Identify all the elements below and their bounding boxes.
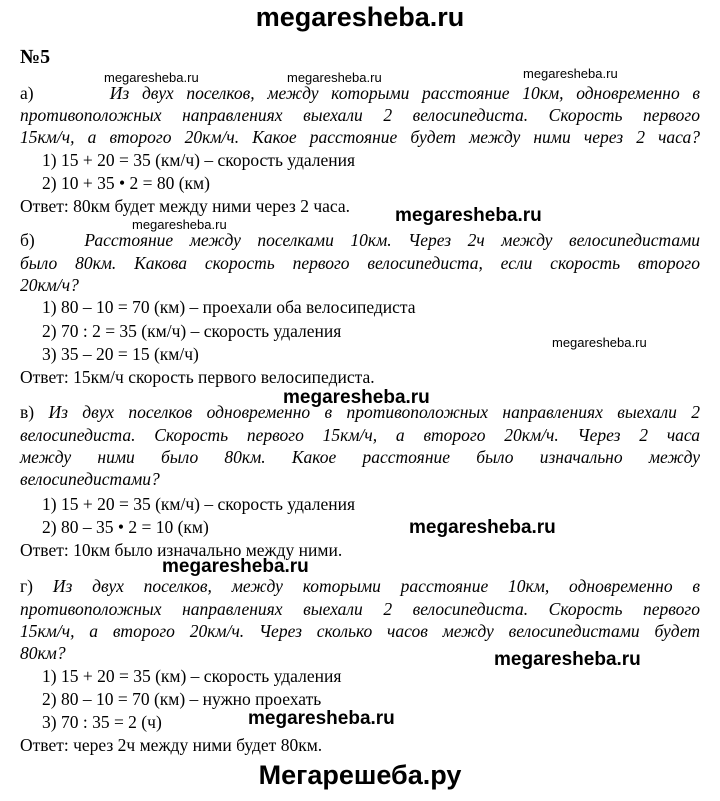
watermark: megaresheba.ru <box>523 66 618 81</box>
task-a-line-3: 15км/ч, а второго 20км/ч. Какое расстояние будет между ними через 2 часа? <box>20 127 700 147</box>
watermark: megaresheba.ru <box>552 335 647 350</box>
task-b-label: б) <box>20 230 35 250</box>
watermark-bold: megaresheba.ru <box>494 649 641 670</box>
site-footer-title: Мегарешеба.ру <box>258 760 462 790</box>
task-d-line-2: противоположных направлениях выехали 2 велосипедиста. Скорость первого <box>20 599 700 619</box>
task-c-step-2: 2) 80 – 35 • 2 = 10 (км) <box>42 517 209 537</box>
problem-number: №5 <box>20 46 51 68</box>
watermark-bold: megaresheba.ru <box>248 708 395 729</box>
task-a-answer: Ответ: 80км будет между ними через 2 часа. <box>20 196 351 216</box>
task-b-text: Расстояние между поселками 10км. Через 2ч между велосипедистами <box>84 230 701 250</box>
task-d-line-4: 80км? <box>20 643 66 663</box>
task-b-step-2: 2) 70 : 2 = 35 (км/ч) – скорость удаления <box>42 321 342 341</box>
watermark-bold: megaresheba.ru <box>395 205 542 226</box>
task-b-line-2: было 80км. Какова скорость первого велосипедиста, если скорость второго <box>20 253 700 273</box>
task-d-step-2: 2) 80 – 10 = 70 (км) – нужно проехать <box>42 689 322 709</box>
watermark: megaresheba.ru <box>104 70 199 85</box>
task-d-line-3: 15км/ч, а второго 20км/ч. Через сколько часов между велосипедистами будет <box>20 621 700 641</box>
task-c-line-2: велосипедиста. Скорость первого 15км/ч, а второго 20км/ч. Через 2 часа <box>20 425 700 445</box>
task-d-answer: Ответ: через 2ч между ними будет 80км. <box>20 735 323 755</box>
site-header-title: megaresheba.ru <box>255 2 465 32</box>
task-a-line-1 <box>20 82 700 104</box>
task-a-line-2: противоположных направлениях выехали 2 велосипедиста. Скорость первого <box>20 105 700 125</box>
task-b-answer: Ответ: 15км/ч скорость первого велосипедиста. <box>20 367 375 387</box>
task-c-line-3: между ними было 80км. Какое расстояние было изначально между <box>20 447 700 467</box>
task-a-label: а) <box>20 83 34 103</box>
watermark-bold: megaresheba.ru <box>283 387 430 408</box>
task-a-step-2: 2) 10 + 35 • 2 = 80 (км) <box>42 173 210 193</box>
task-d-text: Из двух поселков, между которыми расстояние 10км, одновременно в <box>52 576 700 596</box>
task-a-text: Из двух поселков, между которыми расстояние 10км, одновременно в <box>109 83 701 103</box>
task-a-step-1: 1) 15 + 20 = 35 (км/ч) – скорость удаления <box>42 150 356 170</box>
task-c-line-4: велосипедистами? <box>20 469 160 489</box>
task-c-label: в) <box>20 402 35 422</box>
watermark: megaresheba.ru <box>132 217 227 232</box>
task-b-step-3: 3) 35 – 20 = 15 (км/ч) <box>42 344 199 364</box>
watermark-bold: megaresheba.ru <box>162 556 309 577</box>
task-c-text: Из двух поселков одновременно в противоположных направлениях выехали 2 <box>48 402 700 422</box>
watermark-bold: megaresheba.ru <box>409 517 556 538</box>
watermark: megaresheba.ru <box>287 70 382 85</box>
task-d-step-3: 3) 70 : 35 = 2 (ч) <box>42 712 162 732</box>
task-d-line-1 <box>20 575 700 597</box>
task-d-step-1: 1) 15 + 20 = 35 (км) – скорость удаления <box>42 666 342 686</box>
task-b-step-1: 1) 80 – 10 = 70 (км) – проехали оба велосипедиста <box>42 297 416 317</box>
task-d-label: г) <box>20 576 34 596</box>
task-c-line-1 <box>20 401 700 423</box>
task-c-step-1: 1) 15 + 20 = 35 (км/ч) – скорость удаления <box>42 494 356 514</box>
task-c-answer: Ответ: 10км было изначально между ними. <box>20 540 343 560</box>
task-b-line-3: 20км/ч? <box>20 275 79 295</box>
task-b-line-1 <box>20 229 700 251</box>
